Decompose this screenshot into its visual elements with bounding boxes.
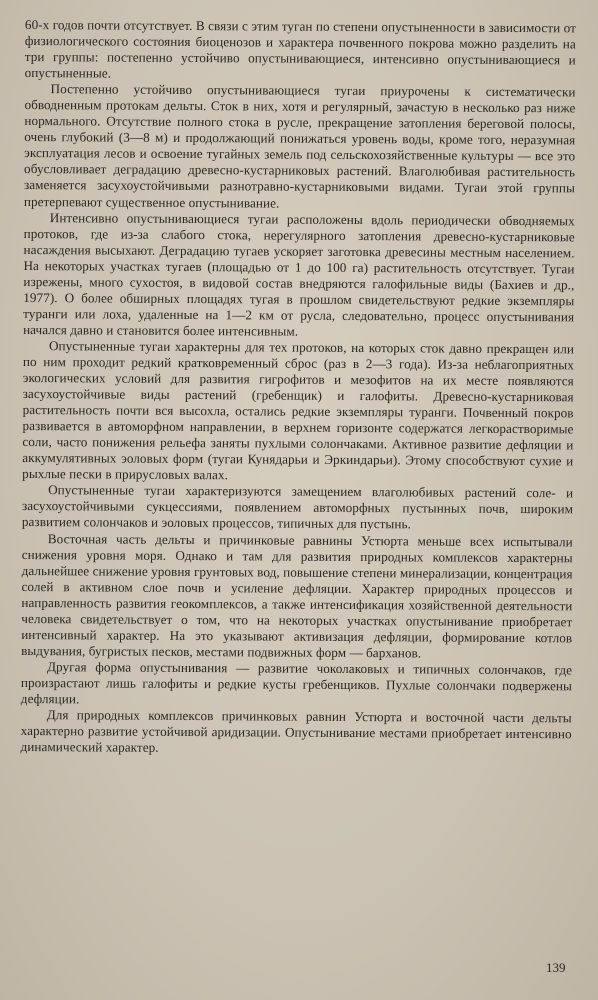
page-number: 139: [546, 960, 566, 975]
paragraph-3: Интенсивно опустынивающиеся тугаи расположены вдоль периодически обводняемых протоков, где из-за слабого стока, нерегулярного затопления древесно-кустарниковые насаждения высыхают. Деградацию тугаев ускоряет заготовка древесины местным населением. На некоторых участках тугаев (площадью от 1 до 100 га) растительность отсутствует. Тугаи изрежены, много сухостоя, в видовой состав внедряются галофильные виды (Бахиев и др., 1977). О более обширных площадях тугая в прошлом свидетельствуют редкие экземпляры туранги или лоха, удаленные на 1—2 км от русла, следовательно, процесс опустынивания начался давно и становится более интенсивным.: [23, 209, 575, 339]
paragraph-2: Постепенно устойчиво опустынивающиеся тугаи приурочены к систематически обводненным протокам дельты. Сток в них, хотя и регулярный, зачастую в несколько раз ниже нормального. Отсутствие полного стока в русле, прекращение затопления береговой полосы, очень глубокий (3—8 м) и продолжающий понижаться уровень воды, кроме того, неразумная эксплуатация лесов и освоение тугайных земель под сельскохозяйственные культуры — все это обусловливает деградацию древесно-кустарниковых растений. Влаголюбивая растительность заменяется засухоустойчивыми разнотравно-кустарниковыми видами. Тугаи этой группы претерпевают существенное опустынивание.: [23, 81, 576, 211]
paragraph-5: Опустыненные тугаи характеризуются замещением влаголюбивых растений соле- и засухоустойчивыми сукцессиями, появлением автоморфных пустынных почв, широким развитием солончаков и эоловых процессов, типичных для пустынь.: [21, 482, 574, 532]
paragraph-1: 60-х годов почти отсутствует. В связи с этим туган по степени опустыненности в зависимости от физиологического состояния биоценозов и характера почвенного покрова можно разделить на три группы: постепенно устойчиво опустынивающиеся, интенсивно опустынивающиеся и опустыненные.: [24, 17, 576, 81]
paragraph-7: Другая форма опустынивания — развитие чоколаковых и типичных солончаков, где произрастают лишь галофиты и редкие кусты гребенщиков. Пухлые солончаки подвержены дефляции.: [20, 659, 573, 707]
paragraph-6: Восточная часть дельты и причинковые равнины Устюрта меньше всех испытывали снижения уровня моря. Однако и там для развития природных комплексов характерны дальнейшее снижение уровня грунтовых вод, повышение степени минерализации, концентрация солей в активном слое почв и усиление дефляции. Характер природных процессов и направленность развития геокомплексов, а также интенсификация хозяйственной деятельности человека свидетельствует о том, что на некоторых участках опустынивание приобретает интенсивный характер. На это указывают активизация дефляции, формирование котлов выдувания, бугристых песков, местами подвижных форм — барханов.: [21, 530, 573, 661]
paragraph-4: Опустыненные тугаи характерны для тех протоков, на которых сток давно прекращен или по ним проходит редкий кратковременный сброс (раз в 2—3 года). Из-за неблагоприятных экологических условий для развития гигрофитов и мезофитов на их месте появляются засухоустойчивые виды растений (гребенщик) и галофиты. Древесно-кустарниковая растительность почти вся высохла, остались редкие экземпляры туранги. Почвенный покров развивается в автоморфном направлении, в верхнем горизонте содержатся легкорастворимые соли, часто понижения рельефа заняты пухлыми солончаками. Активное развитие дефляции и аккумулятивных эоловых форм (тугаи Кунядарьи и Эркиндарьи). Этому способствуют сухие и рыхлые пески в прирусловых валах.: [22, 338, 575, 483]
page-body-text: [20, 17, 575, 759]
paragraph-8: Для природных комплексов причинковых равнин Устюрта и восточной части дельты характерно развитие устойчивой аридизации. Опустынивание местами приобретает интенсивно динамический характер.: [20, 707, 572, 755]
